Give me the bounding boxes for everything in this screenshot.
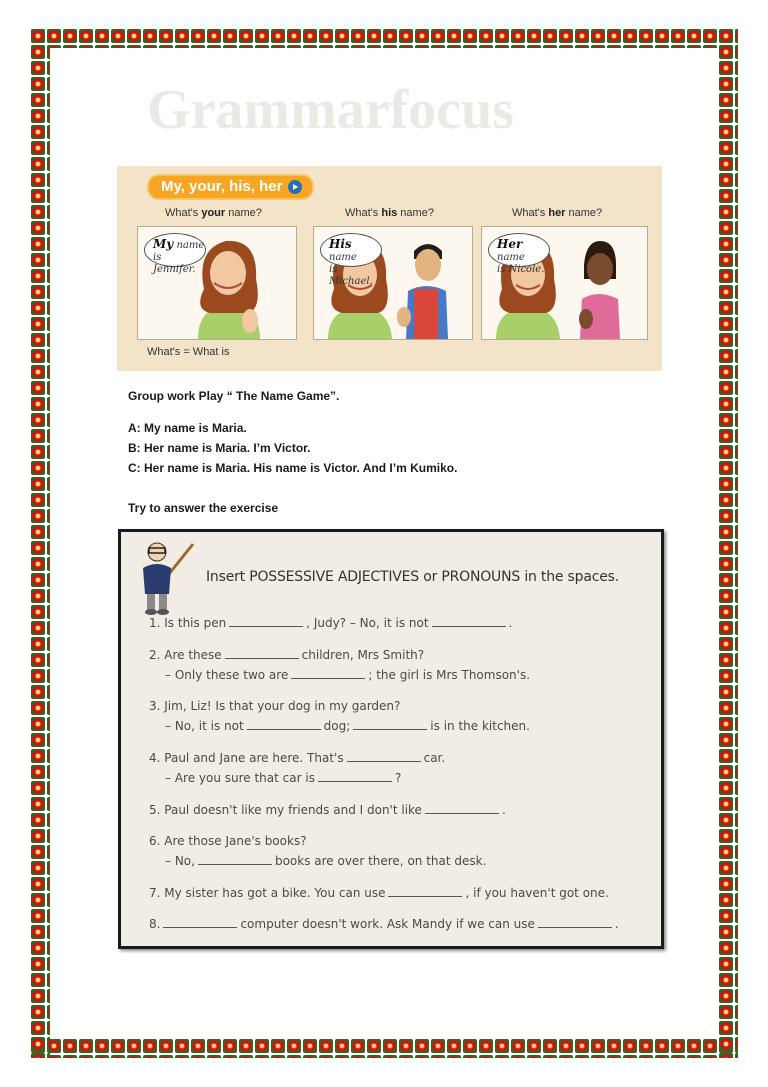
answer-blank[interactable] (347, 751, 421, 762)
exercise-heading: Insert POSSESSIVE ADJECTIVES or PRONOUNS in the spaces. (206, 569, 619, 585)
exercise-item-3: 3. Jim, Liz! Is that your dog in my garden? (149, 699, 401, 713)
answer-blank[interactable] (225, 648, 299, 659)
exercise-item-3-reply: – No, it is not dog; is in the kitchen. (165, 719, 530, 733)
speech-bubble: Her name is Nicole. (488, 233, 550, 267)
exercise-card (118, 529, 664, 949)
answer-blank[interactable] (353, 719, 427, 730)
play-icon (288, 180, 302, 194)
exercise-item-5: 5. Paul doesn't like my friends and I don't like . (149, 803, 506, 817)
speech-bubble: His name is Michael. (320, 233, 382, 267)
exercise-item-2-reply: – Only these two are ; the girl is Mrs Thomson's. (165, 668, 531, 682)
comic-footnote: What's = What is (147, 346, 230, 358)
exercise-item-7: 7. My sister has got a bike. You can use , if you haven't got one. (149, 886, 609, 900)
dialogue-line-c: C: Her name is Maria. His name is Victor. And I’m Kumiko. (128, 461, 458, 475)
answer-blank[interactable] (318, 771, 392, 782)
exercise-item-1: 1. Is this pen , Judy? – No, it is not . (149, 616, 513, 630)
exercise-item-8: 8. computer doesn't work. Ask Mandy if we can use . (149, 917, 619, 931)
page-border-right (718, 28, 738, 1058)
comic-panel-jennifer (137, 226, 297, 340)
group-work-instruction: Group work Play “ The Name Game”. (128, 389, 340, 403)
answer-blank[interactable] (388, 886, 462, 897)
dialogue-line-a: A: My name is Maria. (128, 421, 247, 435)
exercise-item-4-reply: – Are you sure that car is ? (165, 771, 402, 785)
comic-panel-nicole (481, 226, 648, 340)
teacher-icon (135, 538, 195, 618)
grammar-topic-label: My, your, his, her (161, 178, 283, 195)
grammar-topic-pill (147, 174, 314, 200)
question-her-name: What's her name? (512, 207, 603, 219)
exercise-item-6: 6. Are those Jane's books? (149, 834, 307, 848)
grammar-comic (117, 166, 662, 371)
exercise-item-6-reply: – No, books are over there, on that desk. (165, 854, 487, 868)
page-border-top (30, 28, 738, 48)
answer-blank[interactable] (198, 854, 272, 865)
answer-blank[interactable] (229, 616, 303, 627)
exercise-item-4: 4. Paul and Jane are here. That's car. (149, 751, 446, 765)
comic-panel-michael (313, 226, 473, 340)
question-your-name: What's your name? (165, 207, 262, 219)
page-title: Grammarfocus (147, 79, 515, 141)
dialogue-line-b: B: Her name is Maria. I’m Victor. (128, 441, 311, 455)
question-his-name: What's his name? (345, 207, 434, 219)
speech-bubble: My name is Jennifer. (144, 233, 206, 267)
exercise-item-2: 2. Are these children, Mrs Smith? (149, 648, 425, 662)
page-border-bottom (30, 1038, 738, 1058)
answer-blank[interactable] (291, 668, 365, 679)
page-border-left (30, 28, 50, 1058)
answer-blank[interactable] (432, 616, 506, 627)
answer-blank[interactable] (163, 917, 237, 928)
answer-blank[interactable] (538, 917, 612, 928)
exercise-prompt: Try to answer the exercise (128, 501, 279, 515)
answer-blank[interactable] (425, 803, 499, 814)
answer-blank[interactable] (247, 719, 321, 730)
